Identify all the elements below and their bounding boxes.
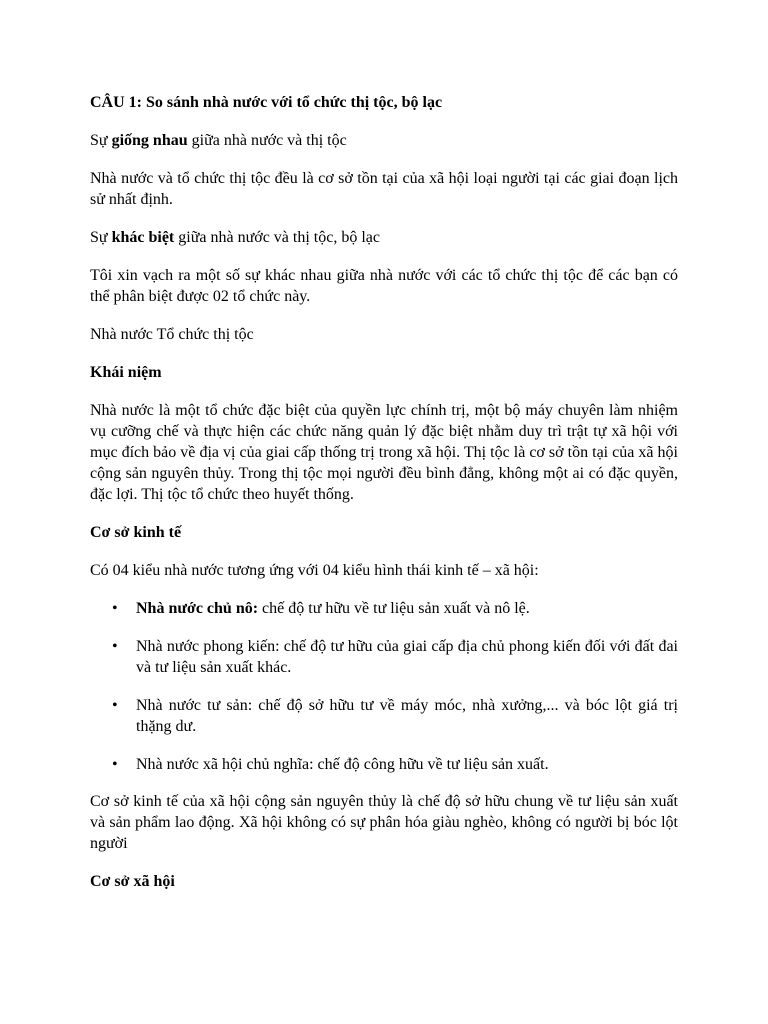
difference-prefix: Sự: [90, 229, 112, 246]
similarity-prefix: Sự: [90, 132, 112, 149]
list-item: [90, 754, 678, 775]
list-item-text: Nhà nước tư sản: chế độ sở hữu tư về máy móc, nhà xưởng,... và bóc lột giá trị thặng dư.: [136, 697, 678, 735]
difference-suffix: giữa nhà nước và thị tộc, bộ lạc: [174, 229, 380, 246]
similarity-bold: giống nhau: [111, 132, 188, 149]
list-item-text: chế độ tư hữu về tư liệu sản xuất và nô lệ.: [258, 600, 530, 617]
bullet-icon: •: [112, 638, 118, 655]
table-header-line: Nhà nước Tổ chức thị tộc: [90, 326, 254, 343]
similarity-paragraph: Nhà nước và tổ chức thị tộc đều là cơ sở tồn tại của xã hội loại người tại các giai đoạn lịch sử nhất định.: [90, 170, 678, 208]
list-item: [90, 695, 678, 737]
bullet-icon: •: [112, 600, 118, 617]
list-item-text: Nhà nước xã hội chủ nghĩa: chế độ công hữu về tư liệu sản xuất.: [136, 756, 549, 773]
document-title: CÂU 1: So sánh nhà nước với tổ chức thị tộc, bộ lạc: [90, 94, 443, 111]
similarity-heading: [90, 130, 678, 151]
economic-intro-paragraph: Có 04 kiểu nhà nước tương ứng với 04 kiểu hình thái kinh tế – xã hội:: [90, 562, 539, 579]
difference-intro-paragraph: Tôi xin vạch ra một số sự khác nhau giữa nhà nước với các tổ chức thị tộc để các bạn có thể phân biệt được 02 tổ chức này.: [90, 267, 678, 305]
difference-bold: khác biệt: [111, 229, 175, 246]
list-item: [90, 636, 678, 678]
economic-heading: Cơ sở kinh tế: [90, 524, 182, 541]
bullet-icon: •: [112, 697, 118, 714]
difference-heading: [90, 227, 678, 248]
document-body: [90, 92, 678, 909]
list-item-bold: Nhà nước chủ nô:: [136, 600, 259, 617]
bullet-icon: •: [112, 756, 118, 773]
concept-heading: Khái niệm: [90, 364, 162, 381]
similarity-suffix: giữa nhà nước và thị tộc: [187, 132, 347, 149]
economic-paragraph: Cơ sở kinh tế của xã hội cộng sản nguyên thủy là chế độ sở hữu chung về tư liệu sản xuất và sản phẩm lao động. Xã hội không có sự phân hóa giàu nghèo, không có người bị bóc lột người: [90, 793, 678, 852]
list-item-text: Nhà nước phong kiến: chế độ tư hữu của giai cấp địa chủ phong kiến đối với đất đai và tư liệu sản xuất khác.: [136, 638, 678, 676]
list-item: [90, 598, 678, 619]
concept-paragraph: Nhà nước là một tổ chức đặc biệt của quyền lực chính trị, một bộ máy chuyên làm nhiệm vụ cưỡng chế và thực hiện các chức năng quản lý đặc biệt nhằm duy trì trật tự xã hội với mục đích bảo về địa vị của giai cấp thống trị trong xã hội. Thị tộc là cơ sở tồn tại của xã hội cộng sản nguyên thủy. Trong thị tộc mọi người đều bình đẳng, không một ai có đặc quyền, đặc lợi. Thị tộc tổ chức theo huyết thống.: [90, 402, 678, 503]
economic-list: [90, 598, 678, 775]
social-heading: Cơ sở xã hội: [90, 873, 175, 890]
